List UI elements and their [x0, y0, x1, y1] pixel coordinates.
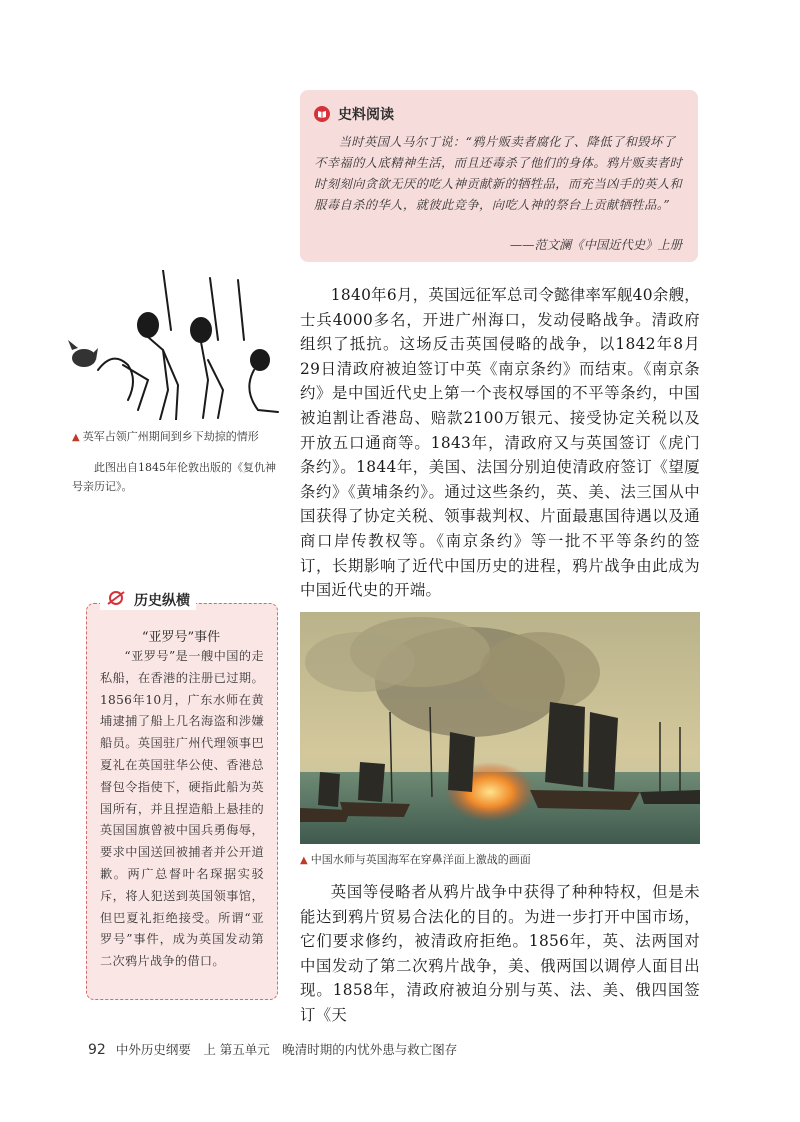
history-text: “亚罗号”是一艘中国的走私船，在香港的注册已过期。1856年10月，广东水师在黄埔逮捕了船上几名海盗和涉嫌船员。英国驻广州代理领事巴夏礼在英国驻华公使、香港总督包令指使下，硬指此船为英国所有，并且捏造船上悬挂的英国国旗曾被中国兵勇侮辱，要求中国送回被捕者并公开道歉。两广总督叶名琛据实驳斥，将人犯送到英国领事馆，但巴夏礼拒绝接受。所谓“亚罗号”事件，成为英国发动第二次鸦片战争的借口。: [100, 649, 264, 969]
plunder-caption: 英军占领广州期间到乡下劫掠的情形: [82, 430, 259, 443]
plunder-illustration: [68, 270, 286, 420]
main-paragraph-1: 1840年6月，英国远征军总司令懿律率军舰40余艘，士兵4000多名，开进广州海口，发动侵略战争。清政府组织了抵抗。这场反击英国侵略的战争，以1842年8月29日清政府被迫签订中英《南京条约》而结束。《南京条约》是中国近代史上第一个丧权辱国的不平等条约，中国被迫割让香港岛、赔款2100万银元、接受协定关税以及开放五口通商等。1843年，清政府又与英国签订《虎门条约》。1844年，美国、法国分别迫使清政府签订《望厦条约》《黄埔条约》。通过这些条约，英、美、法三国从中国获得了协定关税、领事裁判权、片面最惠国待遇以及通商口岸传教权等。《南京条约》等一批不平等条约的签订，长期影响了近代中国历史的进程，鸦片战争由此成为中国近代史的开端。: [300, 286, 700, 600]
main-paragraph-2: 英国等侵略者从鸦片战争中获得了种种特权，但是未能达到鸦片贸易合法化的目的。为进一步打开中国市场，它们要求修约，被清政府拒绝。1856年，英、法两国对中国发动了第二次鸦片战争，美、俄两国以调停人面目出现。1858年，清政府被迫分别与英、法、美、俄四国签订《天: [300, 883, 700, 1024]
source-reading-box: [300, 90, 698, 262]
caption-triangle-icon: ▲: [300, 855, 308, 866]
page-number: 92: [88, 1042, 106, 1058]
battle-caption-block: [300, 851, 700, 869]
history-logo-icon: [106, 590, 126, 610]
history-subtitle: “亚罗号”事件: [141, 630, 221, 645]
naval-battle-painting: [300, 612, 700, 844]
source-reading-title: 史料阅读: [338, 107, 394, 123]
history-panorama-title: 历史纵横: [134, 593, 190, 609]
source-reading-text: 当时英国人马尔丁说：“鸦片贩卖者腐化了、降低了和毁坏了不幸福的人底精神生活，而且还毒杀了他们的身体。鸦片贩卖者时时刻刻向贪欲无厌的吃人神贡献新的牺牲品，而充当凶手的英人和服毒自杀的华人，就彼此竞争，向吃人神的祭台上贡献牺牲品。”: [314, 135, 683, 212]
source-citation: ——范文澜《中国近代史》上册: [509, 238, 682, 252]
page-footer: [88, 1040, 457, 1058]
plunder-note: 此图出自1845年伦敦出版的《复仇神号亲历记》。: [72, 461, 276, 493]
footer-text: 中外历史纲要 上 第五单元 晚清时期的内忧外患与救亡图存: [115, 1042, 458, 1057]
caption-triangle-icon: ▲: [72, 432, 80, 443]
book-icon: [314, 106, 330, 122]
history-panorama-header: [100, 590, 196, 610]
source-reading-header: [314, 104, 394, 124]
plunder-caption-block: [72, 428, 286, 446]
battle-caption: 中国水师与英国海军在穿鼻洋面上激战的画面: [310, 853, 531, 866]
